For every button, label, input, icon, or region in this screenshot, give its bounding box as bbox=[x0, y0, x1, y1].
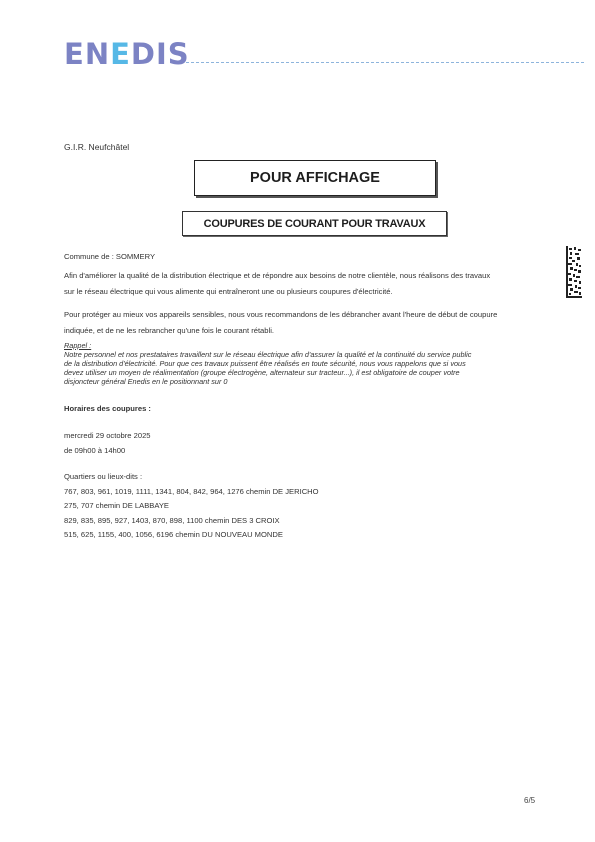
rappel-label: Rappel : bbox=[64, 341, 92, 350]
coupure-date: mercredi 29 octobre 2025 bbox=[64, 431, 151, 440]
rappel-line1: Notre personnel et nos prestataires travaillent sur le réseau électrique afin d'assurer la qualité et la continuité du service public bbox=[64, 350, 472, 360]
para2-line1: Pour protéger au mieux vos appareils sensibles, nous vous recommandons de les débrancher avant l'heure de début de coupure bbox=[64, 310, 498, 319]
subtitle-box bbox=[182, 211, 447, 236]
list-item: 515, 625, 1155, 400, 1056, 6196 chemin DU NOUVEAU MONDE bbox=[64, 530, 283, 540]
header-rule bbox=[186, 62, 584, 63]
list-item: 767, 803, 961, 1019, 1111, 1341, 804, 842, 964, 1276 chemin DE JERICHO bbox=[64, 487, 319, 496]
commune: Commune de : SOMMERY bbox=[64, 252, 156, 261]
datamatrix-code-icon bbox=[566, 246, 582, 298]
horaires-label: Horaires des coupures : bbox=[64, 404, 151, 413]
quartiers-label: Quartiers ou lieux-dits : bbox=[64, 472, 143, 481]
rappel-line2: de la distribution d'électricité. Pour que ces travaux puissent être réalisés en toute sécurité, nous vous rappelons que si vous bbox=[64, 359, 466, 369]
para1-line1: Afin d'améliorer la qualité de la distribution électrique et de répondre aux besoins de notre clientèle, nous réalisons des travaux bbox=[64, 271, 491, 280]
sub-title: COUPURES DE COURANT POUR TRAVAUX bbox=[203, 217, 426, 230]
quartiers-list bbox=[64, 487, 319, 540]
title-box bbox=[194, 160, 436, 196]
list-item: 275, 707 chemin DE LABBAYE bbox=[64, 501, 169, 511]
unit-name: G.I.R. Neufchâtel bbox=[64, 142, 130, 152]
para2-line2: indiquée, et de ne les rebrancher qu'une fois le courant rétabli. bbox=[64, 326, 274, 336]
para2 bbox=[64, 310, 497, 336]
list-item: 829, 835, 895, 927, 1403, 870, 898, 1100 chemin DES 3 CROIX bbox=[64, 515, 280, 525]
para1-line2: sur le réseau électrique qui vous alimente qui entraîneront une ou plusieurs coupures d'électricité. bbox=[64, 287, 393, 297]
rappel-line4: disjoncteur général Enedis en le positionnant sur 0 bbox=[64, 377, 228, 387]
main-title: POUR AFFICHAGE bbox=[250, 170, 380, 186]
para1 bbox=[64, 271, 490, 297]
coupure-time: de 09h00 à 14h00 bbox=[64, 446, 126, 455]
page-number: 6/5 bbox=[524, 796, 536, 805]
enedis-logo bbox=[64, 37, 190, 71]
logo-text: ENEDIS bbox=[64, 37, 190, 71]
rappel-block bbox=[64, 341, 471, 387]
rappel-line3: devez utiliser un moyen de réalimentation (groupe électrogène, alternateur sur tracteur...), il est obligatoire de couper votre bbox=[64, 368, 460, 378]
